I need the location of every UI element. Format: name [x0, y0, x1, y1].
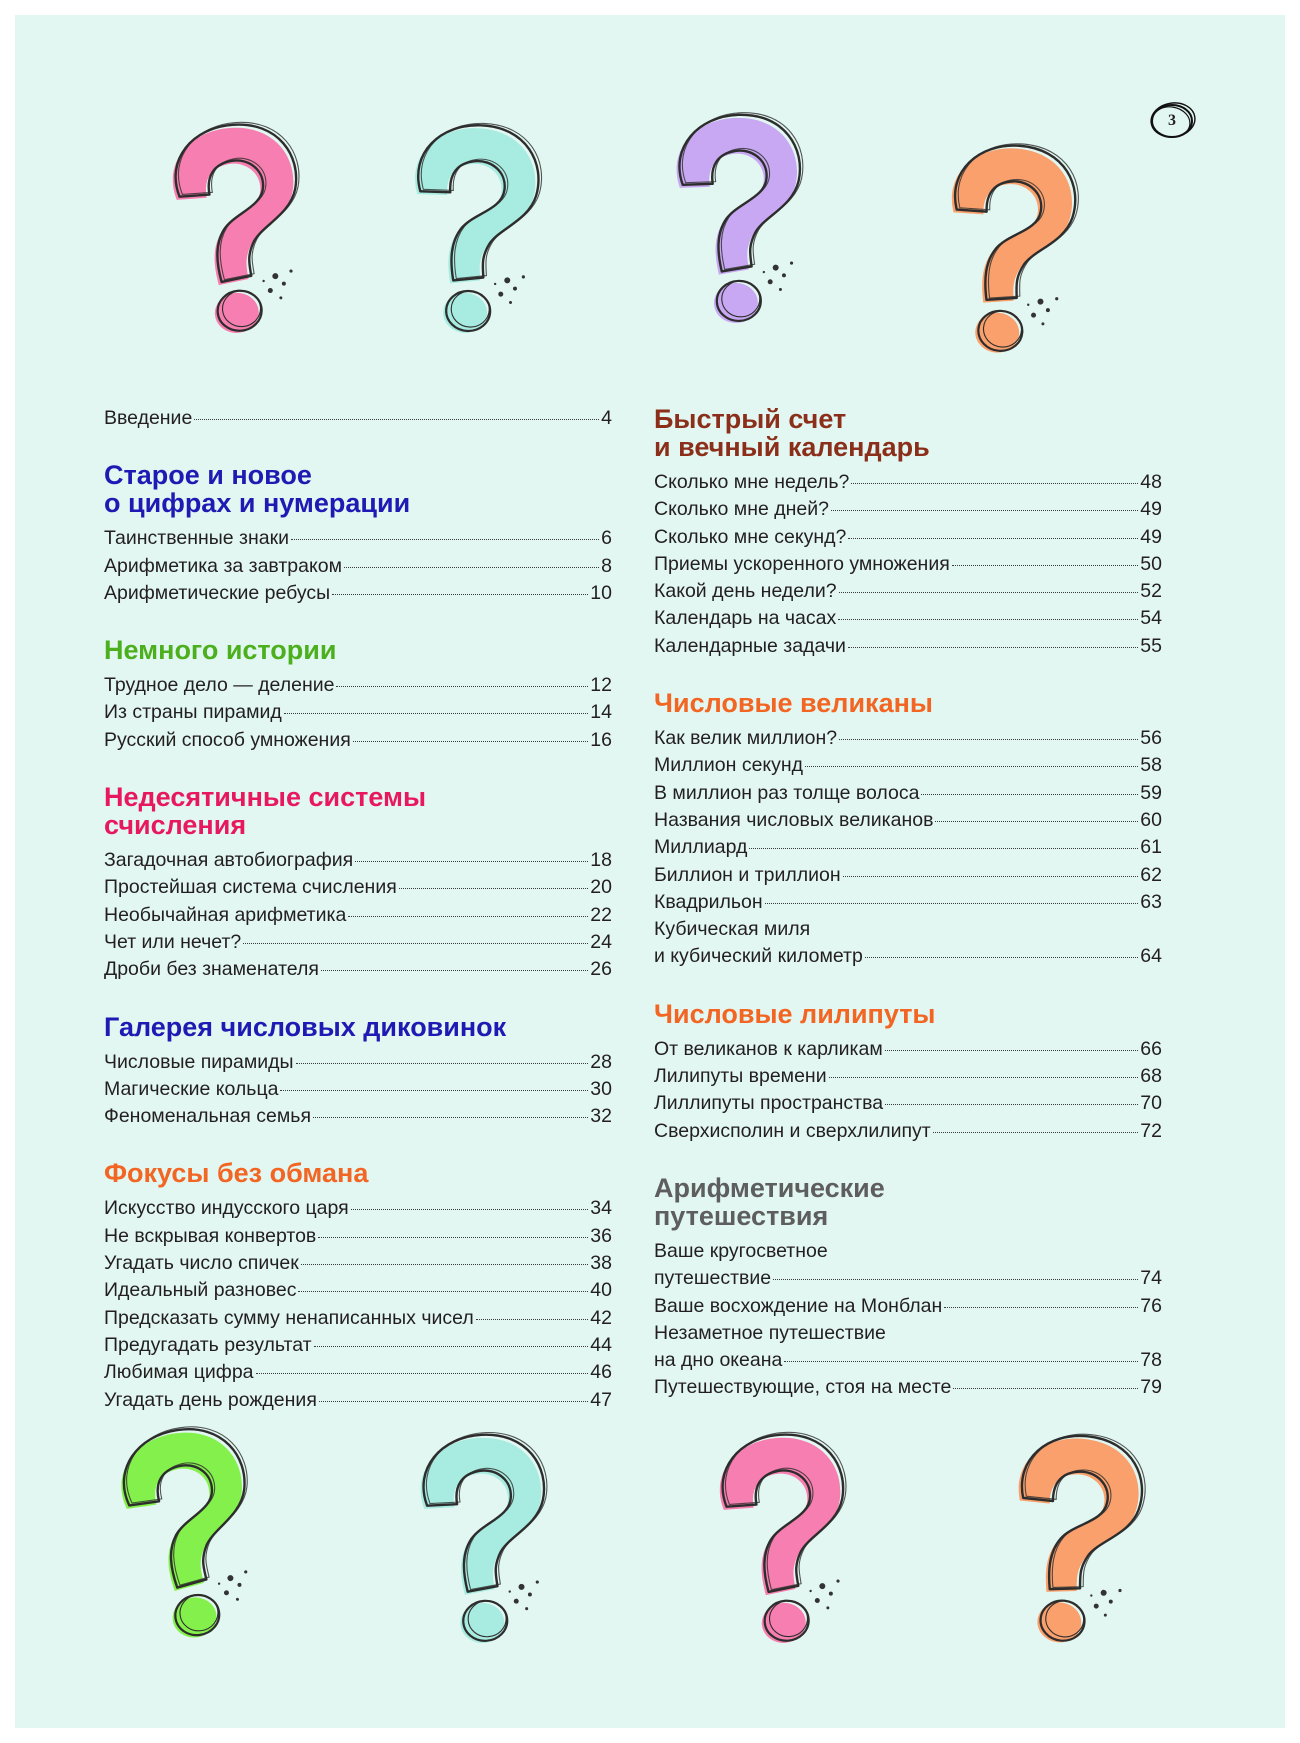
section-heading — [654, 1174, 1162, 1230]
question-mark-drawing — [973, 1417, 1166, 1664]
dot-leader — [344, 567, 599, 568]
toc-entry-title: Необычайная арифметика — [104, 903, 347, 926]
page-number: 3 — [1168, 112, 1176, 129]
dot-leader — [829, 1077, 1139, 1078]
toc-entry-title: Квадрильон — [654, 890, 763, 913]
toc-entry-page: 78 — [1140, 1349, 1162, 1372]
toc-entry-title: Угадать число спичек — [104, 1252, 299, 1275]
toc-entry-title: Кубическая миля — [654, 918, 811, 941]
section-heading-line: о цифрах и нумерации — [104, 488, 411, 519]
section-heading-line: Старое и новое — [104, 460, 312, 491]
toc-entry-page: 18 — [590, 849, 612, 872]
dot-leader — [885, 1104, 1138, 1105]
toc-entry[interactable] — [654, 862, 1162, 889]
toc-entry[interactable] — [654, 1063, 1162, 1090]
toc-entry-page: 12 — [590, 674, 612, 697]
toc-entry-page: 32 — [590, 1105, 612, 1128]
dot-leader — [296, 1063, 589, 1064]
toc-section — [654, 1000, 1162, 1145]
question-mark-icon — [140, 109, 326, 350]
section-heading — [654, 689, 1162, 717]
toc-entry-page: 58 — [1140, 754, 1162, 777]
toc-entry[interactable] — [104, 1387, 612, 1414]
dot-leader — [935, 821, 1138, 822]
toc-entry-title: Календарь на часах — [654, 607, 837, 630]
toc-entry-title: Лиллипуты пространства — [654, 1092, 884, 1115]
toc-entry-title: Путешествующие, стоя на месте — [654, 1376, 952, 1399]
toc-entry-title: Таинственные знаки — [104, 527, 290, 550]
toc-entry[interactable] — [654, 551, 1162, 578]
toc-entry[interactable] — [654, 1238, 1162, 1293]
toc-entry[interactable] — [104, 1277, 612, 1304]
page-number-badge — [1147, 100, 1197, 142]
toc-entry-page: 49 — [1140, 498, 1162, 521]
toc-entry[interactable] — [104, 699, 612, 726]
toc-entry-title: Как велик миллион? — [654, 727, 838, 750]
section-heading — [104, 461, 612, 517]
toc-entry-page: 64 — [1140, 945, 1162, 968]
dot-leader — [353, 741, 589, 742]
section-heading — [104, 783, 612, 839]
toc-entry-title: Трудное дело — деление — [104, 674, 335, 697]
dot-leader — [765, 903, 1139, 904]
toc-entry[interactable] — [104, 525, 612, 552]
toc-entry[interactable] — [104, 727, 612, 754]
toc-entry-title: Магические кольца — [104, 1077, 279, 1100]
dot-leader — [351, 1209, 589, 1210]
question-mark-drawing — [381, 112, 559, 348]
toc-entry-page: 63 — [1140, 890, 1162, 913]
toc-entry-title: Введение — [104, 407, 193, 429]
toc-entry-page: 76 — [1140, 1294, 1162, 1317]
toc-entry-title: Числовые пирамиды — [104, 1050, 294, 1073]
toc-entry[interactable] — [104, 1305, 612, 1332]
toc-entry[interactable] — [104, 1076, 612, 1103]
section-heading-line: счисления — [104, 810, 247, 841]
question-mark-drawing — [140, 109, 326, 350]
toc-entry-page: 68 — [1140, 1065, 1162, 1088]
toc-entry[interactable] — [654, 807, 1162, 834]
toc-section — [654, 1174, 1162, 1402]
toc-entry-title: Феноменальная семья — [104, 1105, 311, 1128]
section-heading-line: Числовые лилипуты — [654, 998, 936, 1029]
toc-entry-page: 79 — [1140, 1376, 1162, 1399]
question-mark-drawing — [85, 1409, 285, 1660]
section-heading — [104, 636, 612, 664]
question-mark-icon — [85, 1409, 285, 1660]
toc-entry-page: 30 — [590, 1077, 612, 1100]
toc-entry-page: 72 — [1140, 1119, 1162, 1142]
dot-leader — [805, 766, 1138, 767]
toc-entry-title: Любимая цифра — [104, 1361, 254, 1384]
toc-entry-page: 42 — [590, 1306, 612, 1329]
toc-entry-title: Сколько мне секунд? — [654, 525, 847, 548]
toc-entry[interactable] — [654, 752, 1162, 779]
toc-entry[interactable] — [654, 496, 1162, 523]
dot-leader — [301, 1264, 589, 1265]
toc-entry-title: Предсказать сумму ненаписанных чисел — [104, 1306, 474, 1329]
dot-leader — [314, 1346, 589, 1347]
dot-leader — [348, 916, 588, 917]
toc-entry[interactable] — [654, 1374, 1162, 1401]
toc-entry[interactable] — [104, 929, 612, 956]
dot-leader — [749, 848, 1138, 849]
question-mark-drawing — [646, 102, 824, 338]
section-heading — [654, 405, 1162, 461]
toc-entry[interactable] — [104, 672, 612, 699]
toc-entry-title: Миллион секунд — [654, 754, 804, 777]
dot-leader — [933, 1132, 1139, 1133]
toc-section — [104, 636, 612, 754]
dot-leader — [332, 594, 588, 595]
toc-section — [104, 783, 612, 983]
question-mark-drawing — [687, 1419, 873, 1660]
toc-entry-title: Идеальный разновес — [104, 1279, 297, 1302]
toc-entry-title: Календарные задачи — [654, 634, 846, 657]
dot-leader — [865, 957, 1138, 958]
toc-entry-page: 60 — [1140, 808, 1162, 831]
toc-entry-title: Ваше кругосветное — [654, 1239, 828, 1262]
toc-entry-title: Угадать день рождения — [104, 1388, 317, 1411]
toc-entry-page: 22 — [590, 903, 612, 926]
toc-entry-title: Сколько мне дней? — [654, 498, 829, 521]
toc-entry-title: Арифметика за завтраком — [104, 554, 342, 577]
toc-entry-title: Из страны пирамид — [104, 701, 282, 724]
toc-entry[interactable] — [654, 889, 1162, 916]
toc-entry[interactable] — [104, 1049, 612, 1076]
toc-section — [654, 405, 1162, 660]
section-heading — [104, 1159, 612, 1187]
dot-leader — [848, 538, 1138, 539]
toc-entry-page: 34 — [590, 1197, 612, 1220]
toc-entry[interactable] — [654, 1118, 1162, 1145]
toc-entry-title: Искусство индусского царя — [104, 1197, 349, 1220]
question-mark-icon — [973, 1417, 1166, 1664]
toc-entry[interactable] — [654, 1090, 1162, 1117]
dot-leader — [944, 1307, 1138, 1308]
toc-entry-page: 20 — [590, 876, 612, 899]
toc-entry-page: 54 — [1140, 607, 1162, 630]
dot-leader — [839, 592, 1139, 593]
toc-entry-page: 74 — [1140, 1267, 1162, 1290]
toc-entry-title: Чет или нечет? — [104, 930, 242, 953]
toc-entry-title: В миллион раз толще волоса — [654, 781, 920, 804]
toc-entry[interactable] — [654, 524, 1162, 551]
toc-entry[interactable] — [654, 725, 1162, 752]
toc-entry-page: 26 — [590, 958, 612, 981]
toc-entry-title: Приемы ускоренного умножения — [654, 552, 950, 575]
question-mark-drawing — [389, 1421, 571, 1660]
toc-left-column — [104, 405, 612, 1414]
dot-leader — [319, 1401, 588, 1402]
toc-entry-page: 24 — [590, 930, 612, 953]
toc-entry[interactable] — [104, 1103, 612, 1130]
toc-entry-title: Биллион и триллион — [654, 863, 841, 886]
toc-entry-page: 55 — [1140, 634, 1162, 657]
dot-leader — [355, 861, 588, 862]
dot-leader — [291, 539, 599, 540]
toc-entry[interactable] — [654, 1293, 1162, 1320]
toc-entry[interactable] — [104, 1195, 612, 1222]
toc-entry[interactable] — [104, 1223, 612, 1250]
dot-leader — [399, 888, 589, 889]
toc-entry-page: 8 — [601, 554, 612, 577]
toc-entry[interactable] — [654, 633, 1162, 660]
toc-entry[interactable] — [654, 469, 1162, 496]
dot-leader — [843, 876, 1139, 877]
toc-entry-page: 40 — [590, 1279, 612, 1302]
toc-entry-page: 44 — [590, 1333, 612, 1356]
toc-entry[interactable] — [104, 553, 612, 580]
toc-entry-page: 28 — [590, 1050, 612, 1073]
toc-entry-page: 46 — [590, 1361, 612, 1384]
toc-entry-page: 6 — [601, 527, 612, 550]
question-mark-drawing — [912, 129, 1098, 370]
toc-entry-title: Ваше восхождение на Монблан — [654, 1294, 943, 1317]
dot-leader — [921, 794, 1138, 795]
question-mark-icon — [687, 1419, 873, 1660]
dot-leader — [280, 1090, 588, 1091]
toc-entry-title: и кубический километр — [654, 945, 863, 968]
toc-section — [654, 689, 1162, 971]
dot-leader — [194, 419, 599, 420]
toc-entry-page: 16 — [590, 728, 612, 751]
toc-entry[interactable] — [104, 1332, 612, 1359]
dot-leader — [773, 1279, 1138, 1280]
section-heading-line: и вечный календарь — [654, 432, 930, 462]
dot-leader — [839, 739, 1138, 740]
dot-leader — [243, 943, 588, 944]
dot-leader — [256, 1373, 589, 1374]
question-mark-icon — [389, 1421, 571, 1660]
dot-leader — [953, 1388, 1138, 1389]
dot-leader — [952, 565, 1139, 566]
toc-entry-title: Не вскрывая конвертов — [104, 1224, 317, 1247]
section-heading-line: Недесятичные системы — [104, 782, 427, 813]
toc-entry-page: 38 — [590, 1252, 612, 1275]
section-heading-line: Арифметические — [654, 1172, 885, 1203]
section-heading-line: Числовые великаны — [654, 688, 933, 719]
section-heading-line: Быстрый счет — [654, 404, 847, 434]
toc-entry-title: путешествие — [654, 1267, 772, 1290]
toc-entry-page: 50 — [1140, 552, 1162, 575]
dot-leader — [885, 1050, 1139, 1051]
toc-entry[interactable] — [104, 956, 612, 983]
toc-entry-page: 70 — [1140, 1092, 1162, 1115]
toc-entry-title: Незаметное путешествие — [654, 1321, 886, 1344]
dot-leader — [838, 619, 1138, 620]
section-heading-line: Галерея числовых диковинок — [104, 1011, 507, 1042]
toc-section — [104, 461, 612, 607]
dot-leader — [298, 1291, 588, 1292]
toc-section — [104, 1013, 612, 1131]
toc-entry[interactable] — [654, 916, 1162, 971]
toc-entry-title: Предугадать результат — [104, 1333, 312, 1356]
toc-entry-title: Названия числовых великанов — [654, 808, 934, 831]
toc-entry-page: 48 — [1140, 471, 1162, 493]
section-heading — [104, 1013, 612, 1041]
dot-leader — [284, 713, 589, 714]
toc-entry[interactable] — [104, 1250, 612, 1277]
toc-entry-page: 56 — [1140, 727, 1162, 750]
dot-leader — [831, 510, 1138, 511]
toc-entry-title: Сверхисполин и сверхлилипут — [654, 1119, 931, 1142]
toc-entry-title: Простейшая система счисления — [104, 876, 397, 899]
section-heading — [654, 1000, 1162, 1028]
toc-entry-page: 10 — [590, 581, 612, 604]
toc-entry-title: на дно океана — [654, 1349, 783, 1372]
toc-entry-page: 49 — [1140, 525, 1162, 548]
toc-entry[interactable] — [104, 1359, 612, 1386]
toc-entry[interactable] — [104, 874, 612, 901]
toc-entry[interactable] — [104, 580, 612, 607]
toc-section — [104, 1159, 612, 1413]
toc-entry-title: Арифметические ребусы — [104, 581, 331, 604]
dot-leader — [318, 1237, 588, 1238]
dot-leader — [476, 1319, 589, 1320]
toc-entry-page: 59 — [1140, 781, 1162, 804]
toc-entry-title: От великанов к карликам — [654, 1037, 883, 1060]
toc-entry-title: Русский способ умножения — [104, 728, 351, 751]
toc-entry-title: Какой день недели? — [654, 580, 837, 603]
question-mark-icon — [912, 129, 1098, 370]
toc-entry-title: Дроби без знаменателя — [104, 958, 319, 981]
toc-entry-intro[interactable] — [104, 405, 612, 432]
toc-entry-page: 14 — [590, 701, 612, 724]
dot-leader — [321, 970, 588, 971]
dot-leader — [313, 1117, 588, 1118]
toc-entry-title: Загадочная автобиография — [104, 849, 354, 872]
toc-entry-page: 52 — [1140, 580, 1162, 603]
question-mark-icon — [646, 102, 824, 338]
toc-entry-page: 66 — [1140, 1037, 1162, 1060]
toc-entry[interactable] — [654, 834, 1162, 861]
toc-entry-page: 4 — [601, 407, 612, 429]
toc-entry-page: 36 — [590, 1224, 612, 1247]
toc-entry-page: 47 — [590, 1388, 612, 1411]
section-heading-line: Немного истории — [104, 635, 337, 666]
toc-entry[interactable] — [654, 605, 1162, 632]
question-mark-icon — [381, 112, 559, 348]
dot-leader — [784, 1361, 1138, 1362]
toc-entry-page: 62 — [1140, 863, 1162, 886]
toc-entry-title: Миллиард — [654, 836, 748, 859]
toc-entry[interactable] — [654, 780, 1162, 807]
dot-leader — [851, 483, 1138, 484]
dot-leader — [848, 647, 1138, 648]
toc-entry-title: Лилипуты времени — [654, 1065, 827, 1088]
toc-entry[interactable] — [104, 902, 612, 929]
toc-entry[interactable] — [654, 578, 1162, 605]
toc-entry[interactable] — [654, 1036, 1162, 1063]
toc-entry[interactable] — [654, 1320, 1162, 1375]
toc-entry-title: Сколько мне недель? — [654, 471, 850, 493]
dot-leader — [336, 686, 588, 687]
toc-right-column — [654, 405, 1162, 1402]
toc-entry[interactable] — [104, 847, 612, 874]
section-heading-line: путешествия — [654, 1200, 829, 1231]
section-heading-line: Фокусы без обмана — [104, 1158, 369, 1189]
toc-entry-page: 61 — [1140, 836, 1162, 859]
